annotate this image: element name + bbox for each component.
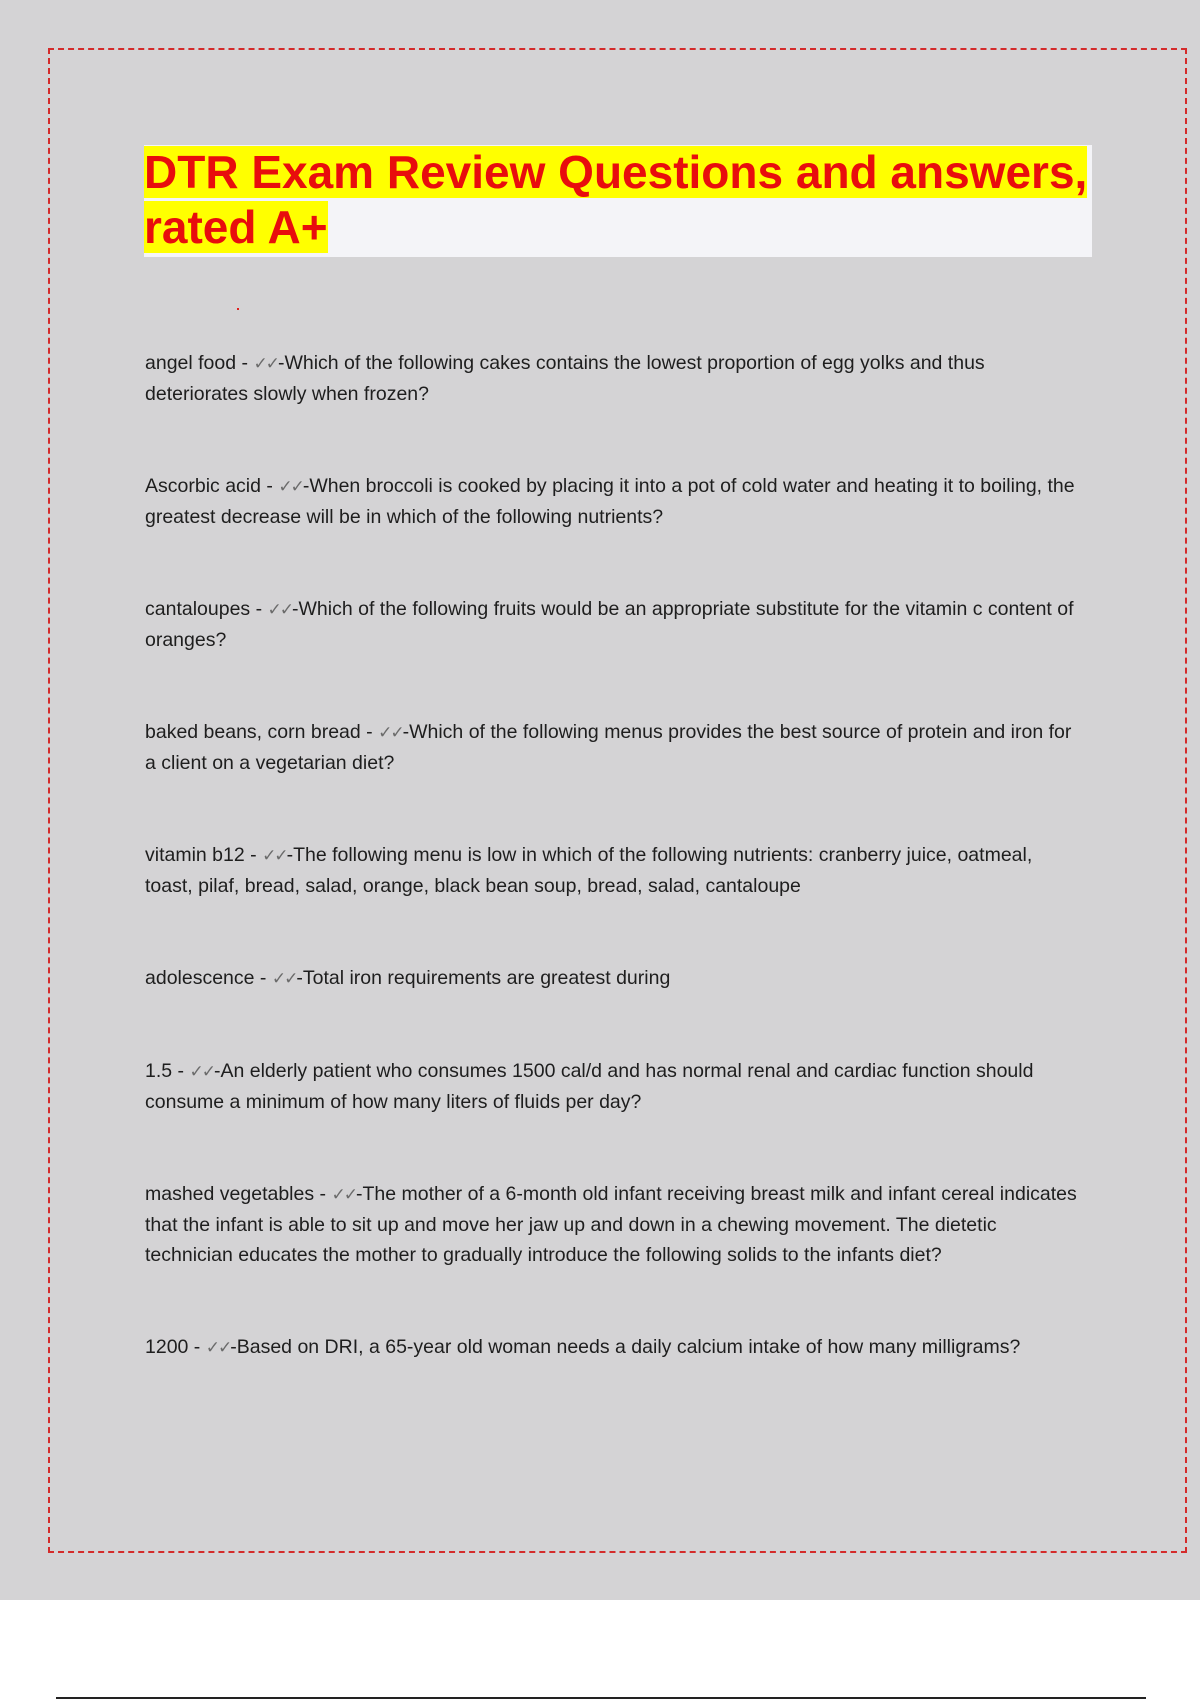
qa-item: mashed vegetables - ✓✓-The mother of a 6-month old infant receiving breast milk and infant cereal indicates that the infant is able to sit up and move her jaw up and down in a chewing movement. The dietetic technician educates the mother to gradually introduce the following solids to the infants diet?: [145, 1183, 1077, 1266]
double-check-icon: ✓✓: [205, 1338, 231, 1358]
qa-answer: mashed vegetables: [145, 1183, 315, 1205]
bottom-rule-line: [56, 1697, 1146, 1699]
qa-item: cantaloupes - ✓✓-Which of the following fruits would be an appropriate substitute for the vitamin c content of oranges?: [145, 598, 1074, 651]
qa-item: Ascorbic acid - ✓✓-When broccoli is cooked by placing it into a pot of cold water and heating it to boiling, the greatest decrease will be in which of the following nutrients?: [145, 475, 1075, 528]
qa-question: The following menu is low in which of the following nutrients: cranberry juice, oatmeal, toast, pilaf, bread, salad, orange, black bean soup, bread, salad, cantaloupe: [145, 844, 1033, 897]
double-check-icon: ✓✓: [331, 1185, 356, 1205]
qa-answer: angel food: [145, 352, 237, 374]
qa-answer: Ascorbic acid: [145, 475, 261, 497]
double-check-icon: ✓✓: [271, 969, 297, 989]
qa-answer: vitamin b12: [145, 844, 245, 866]
qa-list: [145, 348, 1085, 1425]
double-check-icon: ✓✓: [253, 354, 278, 374]
title-highlight: DTR Exam Review Questions and answers, rated A+: [144, 146, 1088, 253]
title-box: [144, 145, 1092, 257]
qa-item: baked beans, corn bread - ✓✓-Which of the following menus provides the best source of protein and iron for a client on a vegetarian diet?: [145, 721, 1072, 774]
double-check-icon: ✓✓: [378, 723, 403, 743]
qa-question: Which of the following cakes contains the lowest proportion of egg yolks and thus deteriorates slowly when frozen?: [145, 352, 985, 405]
red-dot-mark: [237, 308, 239, 310]
double-check-icon: ✓✓: [189, 1062, 214, 1082]
qa-question: Based on DRI, a 65-year old woman needs a daily calcium intake of how many milligrams?: [236, 1336, 1021, 1358]
qa-question: An elderly patient who consumes 1500 cal/d and has normal renal and cardiac function should consume a minimum of how many liters of fluids per day?: [145, 1060, 1034, 1113]
double-check-icon: ✓✓: [262, 846, 287, 866]
qa-answer: cantaloupes: [145, 598, 251, 620]
qa-item: adolescence - ✓✓-Total iron requirements are greatest during: [145, 967, 671, 989]
qa-question: Which of the following fruits would be an appropriate substitute for the vitamin c content of oranges?: [145, 598, 1074, 651]
qa-question: When broccoli is cooked by placing it into a pot of cold water and heating it to boiling, the greatest decrease will be in which of the following nutrients?: [145, 475, 1075, 528]
double-check-icon: ✓✓: [267, 600, 293, 620]
qa-item: vitamin b12 - ✓✓-The following menu is low in which of the following nutrients: cranberry juice, oatmeal, toast, pilaf, bread, salad, orange, black bean soup, bread, salad, cantaloupe: [145, 844, 1033, 897]
qa-item: 1.5 - ✓✓-An elderly patient who consumes 1500 cal/d and has normal renal and cardiac function should consume a minimum of how many liters of fluids per day?: [145, 1060, 1034, 1113]
qa-answer: 1200: [145, 1336, 189, 1358]
qa-item: 1200 - ✓✓-Based on DRI, a 65-year old woman needs a daily calcium intake of how many milligrams?: [145, 1336, 1021, 1358]
qa-item: angel food - ✓✓-Which of the following cakes contains the lowest proportion of egg yolks and thus deteriorates slowly when frozen?: [145, 352, 985, 405]
document-title: [144, 145, 1092, 255]
qa-answer: baked beans, corn bread: [145, 721, 361, 743]
qa-question: The mother of a 6-month old infant receiving breast milk and infant cereal indicates that the infant is able to sit up and move her jaw up and down in a chewing movement. The dietetic technician educates the mother to gradually introduce the following solids to the infants diet?: [145, 1183, 1077, 1266]
qa-question: Which of the following menus provides the best source of protein and iron for a client on a vegetarian diet?: [145, 721, 1072, 774]
qa-answer: 1.5: [145, 1060, 173, 1082]
double-check-icon: ✓✓: [278, 477, 303, 497]
qa-answer: adolescence: [145, 967, 255, 989]
qa-question: Total iron requirements are greatest during: [302, 967, 671, 989]
